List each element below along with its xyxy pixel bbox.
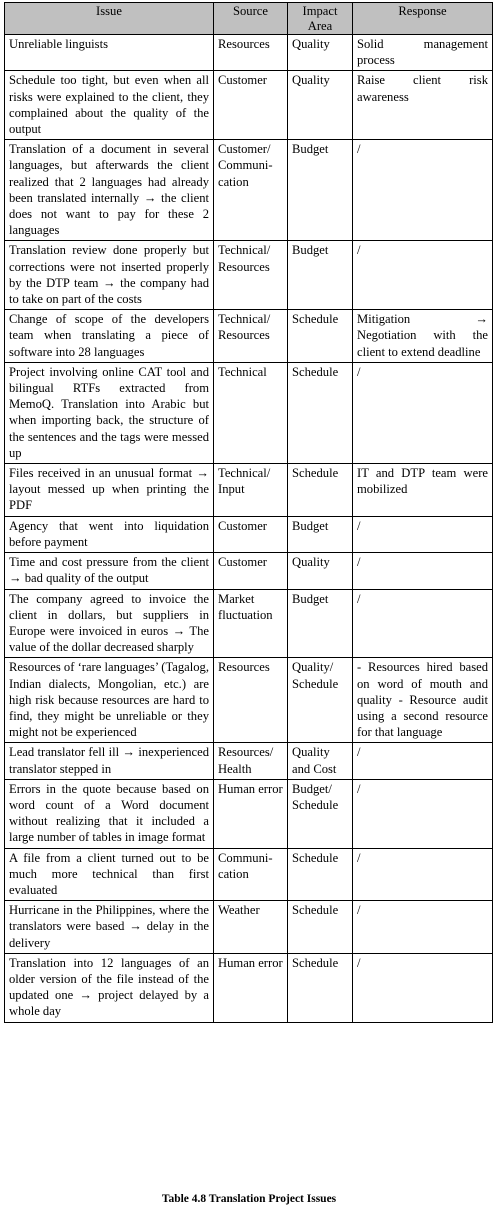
table-row: [5, 953, 493, 1022]
table-row: [5, 589, 493, 658]
table-row: [5, 35, 493, 71]
header-response: Response: [353, 3, 493, 35]
source-cell: Market fluctuation: [214, 589, 288, 658]
table-row: [5, 516, 493, 552]
issue-cell: Translation into 12 languages of an older version of the file instead of the updated one → project delayed by a whole day: [5, 953, 214, 1022]
impact-area-cell: Schedule: [288, 310, 353, 363]
source-cell: Customer: [214, 71, 288, 140]
impact-area-cell: Quality: [288, 553, 353, 589]
impact-area-cell: Schedule: [288, 901, 353, 954]
impact-area-cell: Budget: [288, 516, 353, 552]
source-cell: Human error: [214, 953, 288, 1022]
table-row: [5, 553, 493, 589]
table-row: [5, 310, 493, 363]
impact-area-cell: Schedule: [288, 848, 353, 901]
response-cell: - Resources hired based on word of mouth and quality - Resource audit using a second resource for that language: [353, 658, 493, 743]
response-cell: /: [353, 779, 493, 848]
response-cell: /: [353, 516, 493, 552]
response-cell: /: [353, 901, 493, 954]
table-row: [5, 362, 493, 463]
issue-cell: Translation review done properly but corrections were not inserted properly by the DTP team → the company had to take on part of the costs: [5, 241, 214, 310]
table-body: [5, 35, 493, 1023]
impact-area-cell: Budget: [288, 589, 353, 658]
response-cell: /: [353, 743, 493, 779]
issue-cell: Hurricane in the Philippines, where the translators were based → delay in the delivery: [5, 901, 214, 954]
header-row: [5, 3, 493, 35]
issue-cell: Time and cost pressure from the client → bad quality of the output: [5, 553, 214, 589]
impact-area-cell: Quality: [288, 71, 353, 140]
response-cell: Raise client risk awareness: [353, 71, 493, 140]
issue-cell: Unreliable linguists: [5, 35, 214, 71]
table-row: [5, 848, 493, 901]
impact-area-cell: Quality: [288, 35, 353, 71]
response-cell: /: [353, 362, 493, 463]
source-cell: Resources: [214, 35, 288, 71]
source-cell: Technical/ Resources: [214, 310, 288, 363]
issue-cell: Files received in an unusual format → layout messed up when printing the PDF: [5, 464, 214, 517]
table-row: [5, 464, 493, 517]
impact-area-cell: Budget/ Schedule: [288, 779, 353, 848]
source-cell: Customer/ Communi-cation: [214, 140, 288, 241]
response-cell: Mitigation → Negotiation with the client to extend deadline: [353, 310, 493, 363]
impact-area-cell: Schedule: [288, 362, 353, 463]
header-issue: Issue: [5, 3, 214, 35]
impact-area-cell: Budget: [288, 241, 353, 310]
issue-cell: Resources of ‘rare languages’ (Tagalog, Indian dialects, Mongolian, etc.) are high risk because resources are hard to find, they might be unreliable or they might not be experienced: [5, 658, 214, 743]
impact-area-cell: Schedule: [288, 953, 353, 1022]
table-header: [5, 3, 493, 35]
table-row: [5, 901, 493, 954]
issue-cell: Project involving online CAT tool and bilingual RTFs extracted from MemoQ. Translation into Arabic but when importing back, the structure of the sentences and the tags were messed up: [5, 362, 214, 463]
issue-cell: Agency that went into liquidation before payment: [5, 516, 214, 552]
table-caption: Table 4.8 Translation Project Issues: [161, 1193, 337, 1205]
issues-table: [4, 2, 493, 1023]
source-cell: Human error: [214, 779, 288, 848]
source-cell: Communi-cation: [214, 848, 288, 901]
response-cell: /: [353, 553, 493, 589]
issue-cell: Translation of a document in several languages, but afterwards the client realized that 2 languages had already been translated internally → the client does not want to pay for these 2 languages: [5, 140, 214, 241]
issue-cell: A file from a client turned out to be much more technical than first evaluated: [5, 848, 214, 901]
source-cell: Resources: [214, 658, 288, 743]
impact-area-cell: Quality/ Schedule: [288, 658, 353, 743]
table-row: [5, 658, 493, 743]
response-cell: Solid management process: [353, 35, 493, 71]
source-cell: Technical: [214, 362, 288, 463]
table-row: [5, 71, 493, 140]
response-cell: /: [353, 953, 493, 1022]
impact-area-cell: Schedule: [288, 464, 353, 517]
response-cell: /: [353, 140, 493, 241]
response-cell: /: [353, 589, 493, 658]
source-cell: Weather: [214, 901, 288, 954]
source-cell: Technical/ Resources: [214, 241, 288, 310]
response-cell: /: [353, 848, 493, 901]
source-cell: Customer: [214, 516, 288, 552]
issue-cell: Change of scope of the developers team when translating a piece of software into 28 languages: [5, 310, 214, 363]
issue-cell: Schedule too tight, but even when all risks were explained to the client, they complained about the quality of the output: [5, 71, 214, 140]
response-cell: IT and DTP team were mobilized: [353, 464, 493, 517]
table-row: [5, 743, 493, 779]
table-row: [5, 241, 493, 310]
issue-cell: The company agreed to invoice the client in dollars, but suppliers in Europe were invoiced in euros → The value of the dollar decreased sharply: [5, 589, 214, 658]
impact-area-cell: Budget: [288, 140, 353, 241]
response-cell: /: [353, 241, 493, 310]
impact-area-cell: Quality and Cost: [288, 743, 353, 779]
header-impact-area: Impact Area: [288, 3, 353, 35]
table-row: [5, 779, 493, 848]
source-cell: Technical/ Input: [214, 464, 288, 517]
issue-cell: Lead translator fell ill → inexperienced translator stepped in: [5, 743, 214, 779]
table-row: [5, 140, 493, 241]
issue-cell: Errors in the quote because based on word count of a Word document without realizing that it included a large number of tables in image format: [5, 779, 214, 848]
header-source: Source: [214, 3, 288, 35]
source-cell: Resources/ Health: [214, 743, 288, 779]
source-cell: Customer: [214, 553, 288, 589]
